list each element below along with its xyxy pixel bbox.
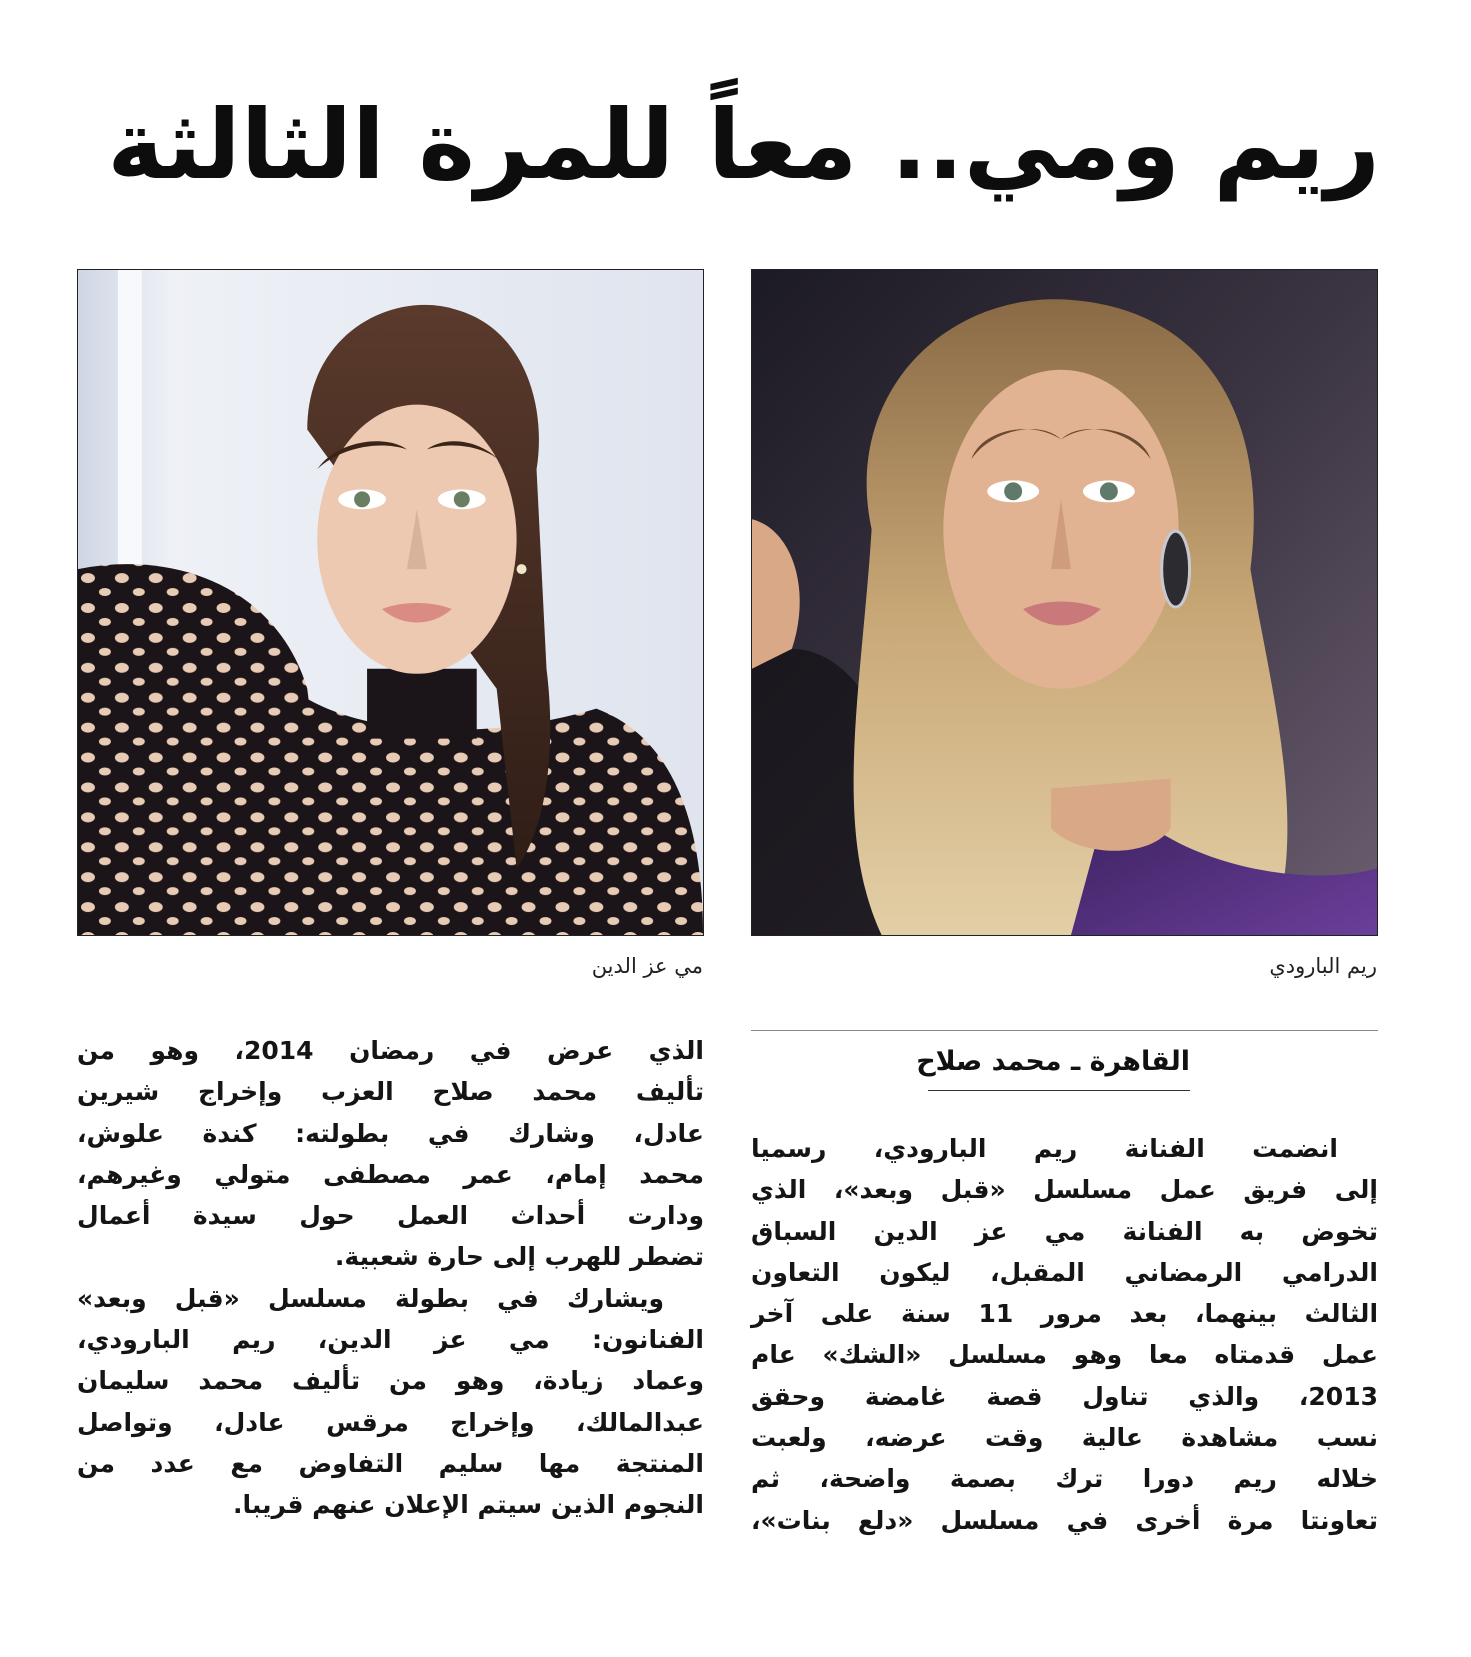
article-line: انضمت الفنانة ريم البارودي، رسميا [751,1134,1338,1163]
article-line: محمد إمام، عمر مصطفى متولي وغيرهم، [77,1159,704,1189]
article-line: المنتجة مها سليم التفاوض مع عدد من [77,1448,704,1478]
article-line: عبدالمالك، وإخراج مرقس عادل، وتواصل [77,1407,704,1437]
article-line: إلى فريق عمل مسلسل «قبل وبعد»، الذي [751,1175,1378,1205]
article-line: تعاونتا مرة أخرى في مسلسل «دلع بنات»، [751,1505,1378,1535]
article-line: ودارت أحداث العمل حول سيدة أعمال [77,1201,704,1231]
article-line: خلاله ريم دورا ترك بصمة واضحة، ثم [751,1464,1378,1494]
article-line: نسب مشاهدة عالية وقت عرضه، ولعبت [751,1423,1378,1453]
article-line: 2013، والذي تناول قصة غامضة وحقق [751,1381,1378,1411]
photo-caption-mai: مي عز الدين [591,954,703,978]
photo-mai-ezz-eldin [77,269,704,936]
article-column-left [77,1030,704,1526]
portrait-illustration-reem [752,270,1377,935]
byline: القاهرة ـ محمد صلاح [916,1046,1190,1077]
byline-rule-bottom [928,1090,1190,1091]
article-line: الذي عرض في رمضان 2014، وهو من [77,1036,704,1065]
article-line: الدرامي الرمضاني المقبل، ليكون التعاون [751,1257,1378,1287]
byline-rule-top [751,1030,1378,1031]
article-column-right [751,1128,1378,1541]
article-line: الثالث بينهما، بعد مرور 11 سنة على آخر [751,1299,1379,1329]
article-line: تضطر للهرب إلى حارة شعبية. [334,1242,704,1272]
article-line: تخوض به الفنانة مي عز الدين السباق [751,1216,1378,1246]
article-line: ويشارك في بطولة مسلسل «قبل وبعد» [77,1283,664,1313]
article-line: عادل، وشارك في بطولته: كندة علوش، [77,1118,704,1148]
article-line: عمل قدمتاه معا وهو مسلسل «الشك» عام [751,1340,1378,1370]
photo-caption-reem: ريم البارودي [1269,954,1377,978]
article-line: تأليف محمد صلاح العزب وإخراج شيرين [77,1077,704,1107]
headline: ريم ومي.. معاً للمرة الثالثة [107,89,1380,201]
article-line: وعماد زيادة، وهو من تأليف محمد سليمان [77,1366,704,1396]
article-line: الفنانون: مي عز الدين، ريم البارودي، [77,1325,704,1355]
article-line: النجوم الذين سيتم الإعلان عنهم قريبا. [233,1490,704,1520]
portrait-illustration-mai [78,270,703,935]
photo-reem-elbaroudy [751,269,1378,936]
